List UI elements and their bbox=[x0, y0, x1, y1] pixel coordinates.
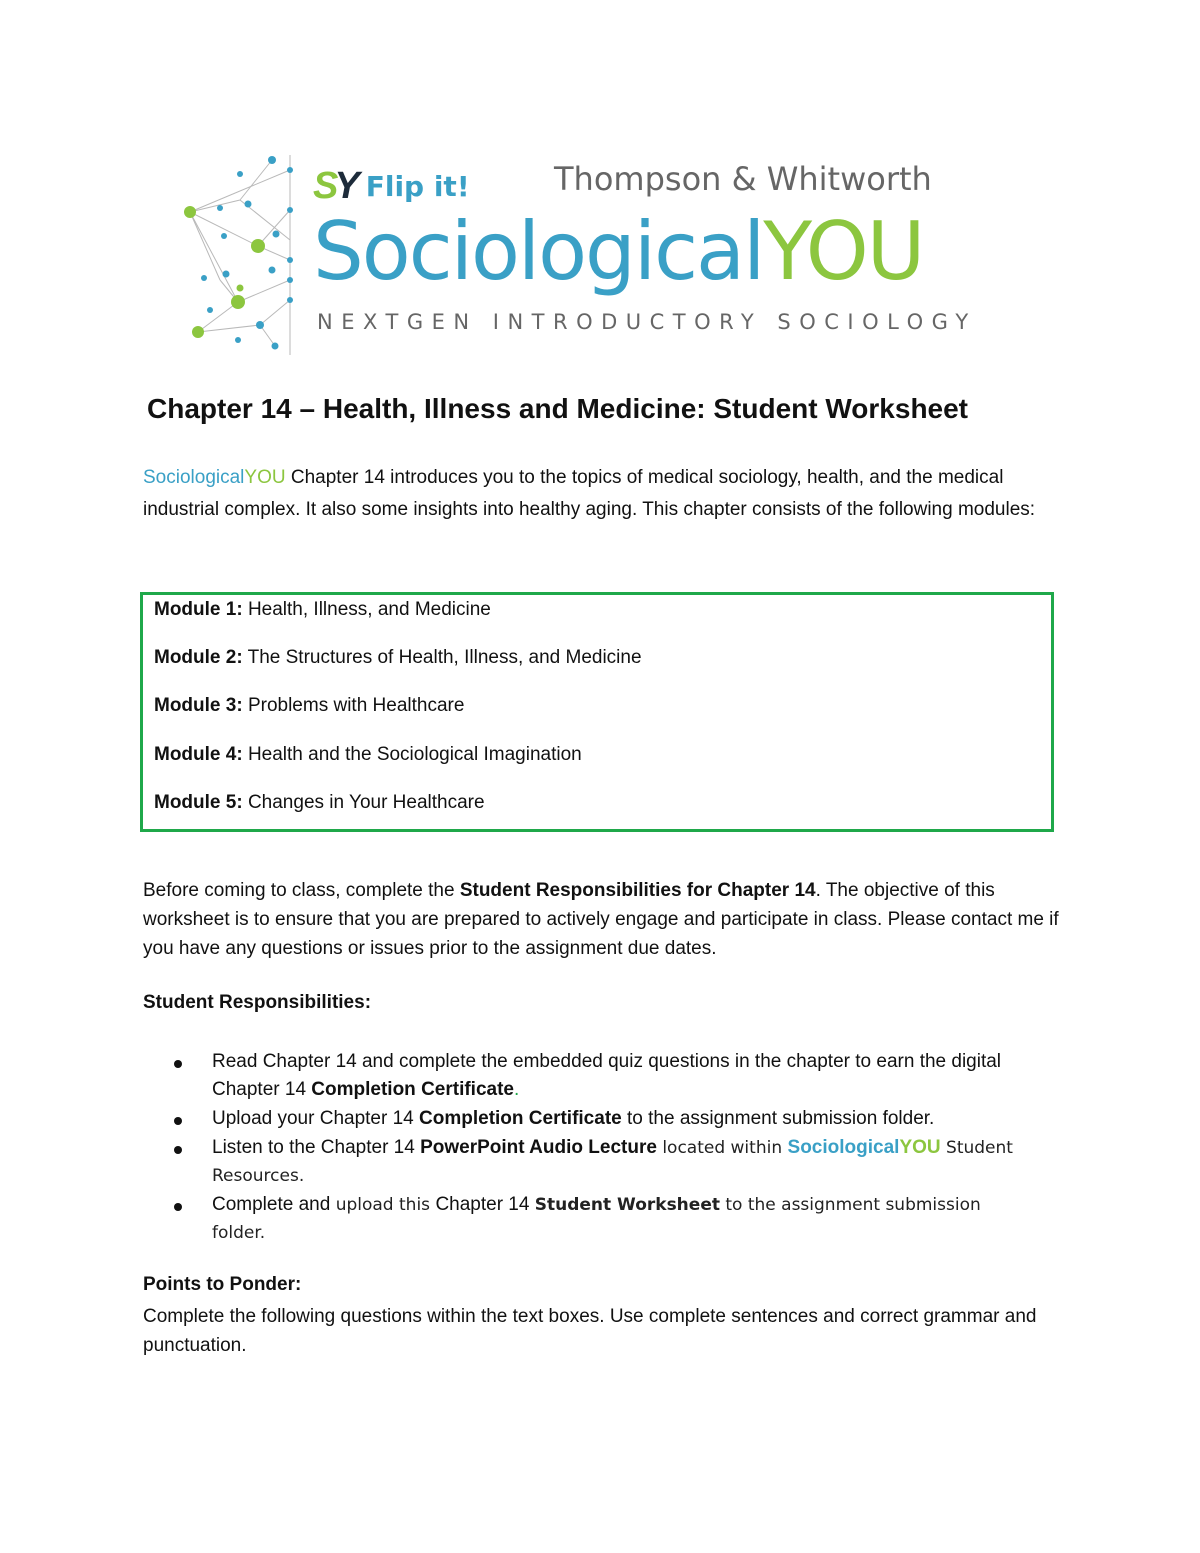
module-item-5: Module 5: Changes in Your Healthcare bbox=[154, 792, 485, 813]
bullet-icon bbox=[174, 1060, 182, 1068]
bullet-icon bbox=[174, 1146, 182, 1154]
instructions-paragraph: Before coming to class, complete the Student Responsibilities for Chapter 14. The objective of this worksheet is to ensure that you are prepared to actively engage and participate in class. Please contact me if you have any questions or issues prior to the assignment due dates. bbox=[143, 880, 1059, 959]
bullet-icon bbox=[174, 1203, 182, 1211]
responsibilities-list bbox=[170, 1048, 1030, 1248]
list-item: Complete and upload this Chapter 14 Student Worksheet to the assignment submission folder. bbox=[170, 1191, 1030, 1247]
flip-it-label: Flip it! bbox=[365, 169, 470, 203]
module-item-1: Module 1: Health, Illness, and Medicine bbox=[154, 599, 491, 620]
sy-badge: SY bbox=[313, 164, 356, 207]
list-item: Read Chapter 14 and complete the embedded quiz questions in the chapter to earn the digital Chapter 14 Completion Certificate. bbox=[170, 1048, 1030, 1104]
list-item: Listen to the Chapter 14 PowerPoint Audio Lecture located within SociologicalYOU Student Resources. bbox=[170, 1134, 1030, 1190]
sociological-you-logo bbox=[180, 150, 977, 365]
authors-label: Thompson & Whitworth bbox=[554, 160, 932, 198]
module-item-4: Module 4: Health and the Sociological Imagination bbox=[154, 744, 582, 765]
brand-tagline: NEXTGEN INTRODUCTORY SOCIOLOGY bbox=[317, 310, 977, 334]
bullet-icon bbox=[174, 1117, 182, 1125]
page-title: Chapter 14 – Health, Illness and Medicine: Student Worksheet bbox=[147, 393, 969, 424]
brand-name: SociologicalYOU bbox=[313, 205, 924, 298]
module-item-3: Module 3: Problems with Healthcare bbox=[154, 695, 465, 716]
list-item: Upload your Chapter 14 Completion Certificate to the assignment submission folder. bbox=[170, 1105, 1030, 1133]
modules-box bbox=[140, 592, 1054, 832]
intro-paragraph: SociologicalYOU Chapter 14 introduces you to the topics of medical sociology, health, and the medical industrial complex. It also some insights into healthy aging. This chapter consists of the following modules: bbox=[143, 467, 1036, 520]
responsibilities-heading: Student Responsibilities: bbox=[143, 992, 372, 1013]
module-item-2: Module 2: The Structures of Health, Illness, and Medicine bbox=[154, 647, 642, 668]
points-to-ponder-text: Complete the following questions within the text boxes. Use complete sentences and correct grammar and punctuation. bbox=[143, 1306, 1037, 1356]
points-to-ponder-heading: Points to Ponder: bbox=[143, 1274, 302, 1295]
network-nodes-icon bbox=[180, 150, 300, 360]
